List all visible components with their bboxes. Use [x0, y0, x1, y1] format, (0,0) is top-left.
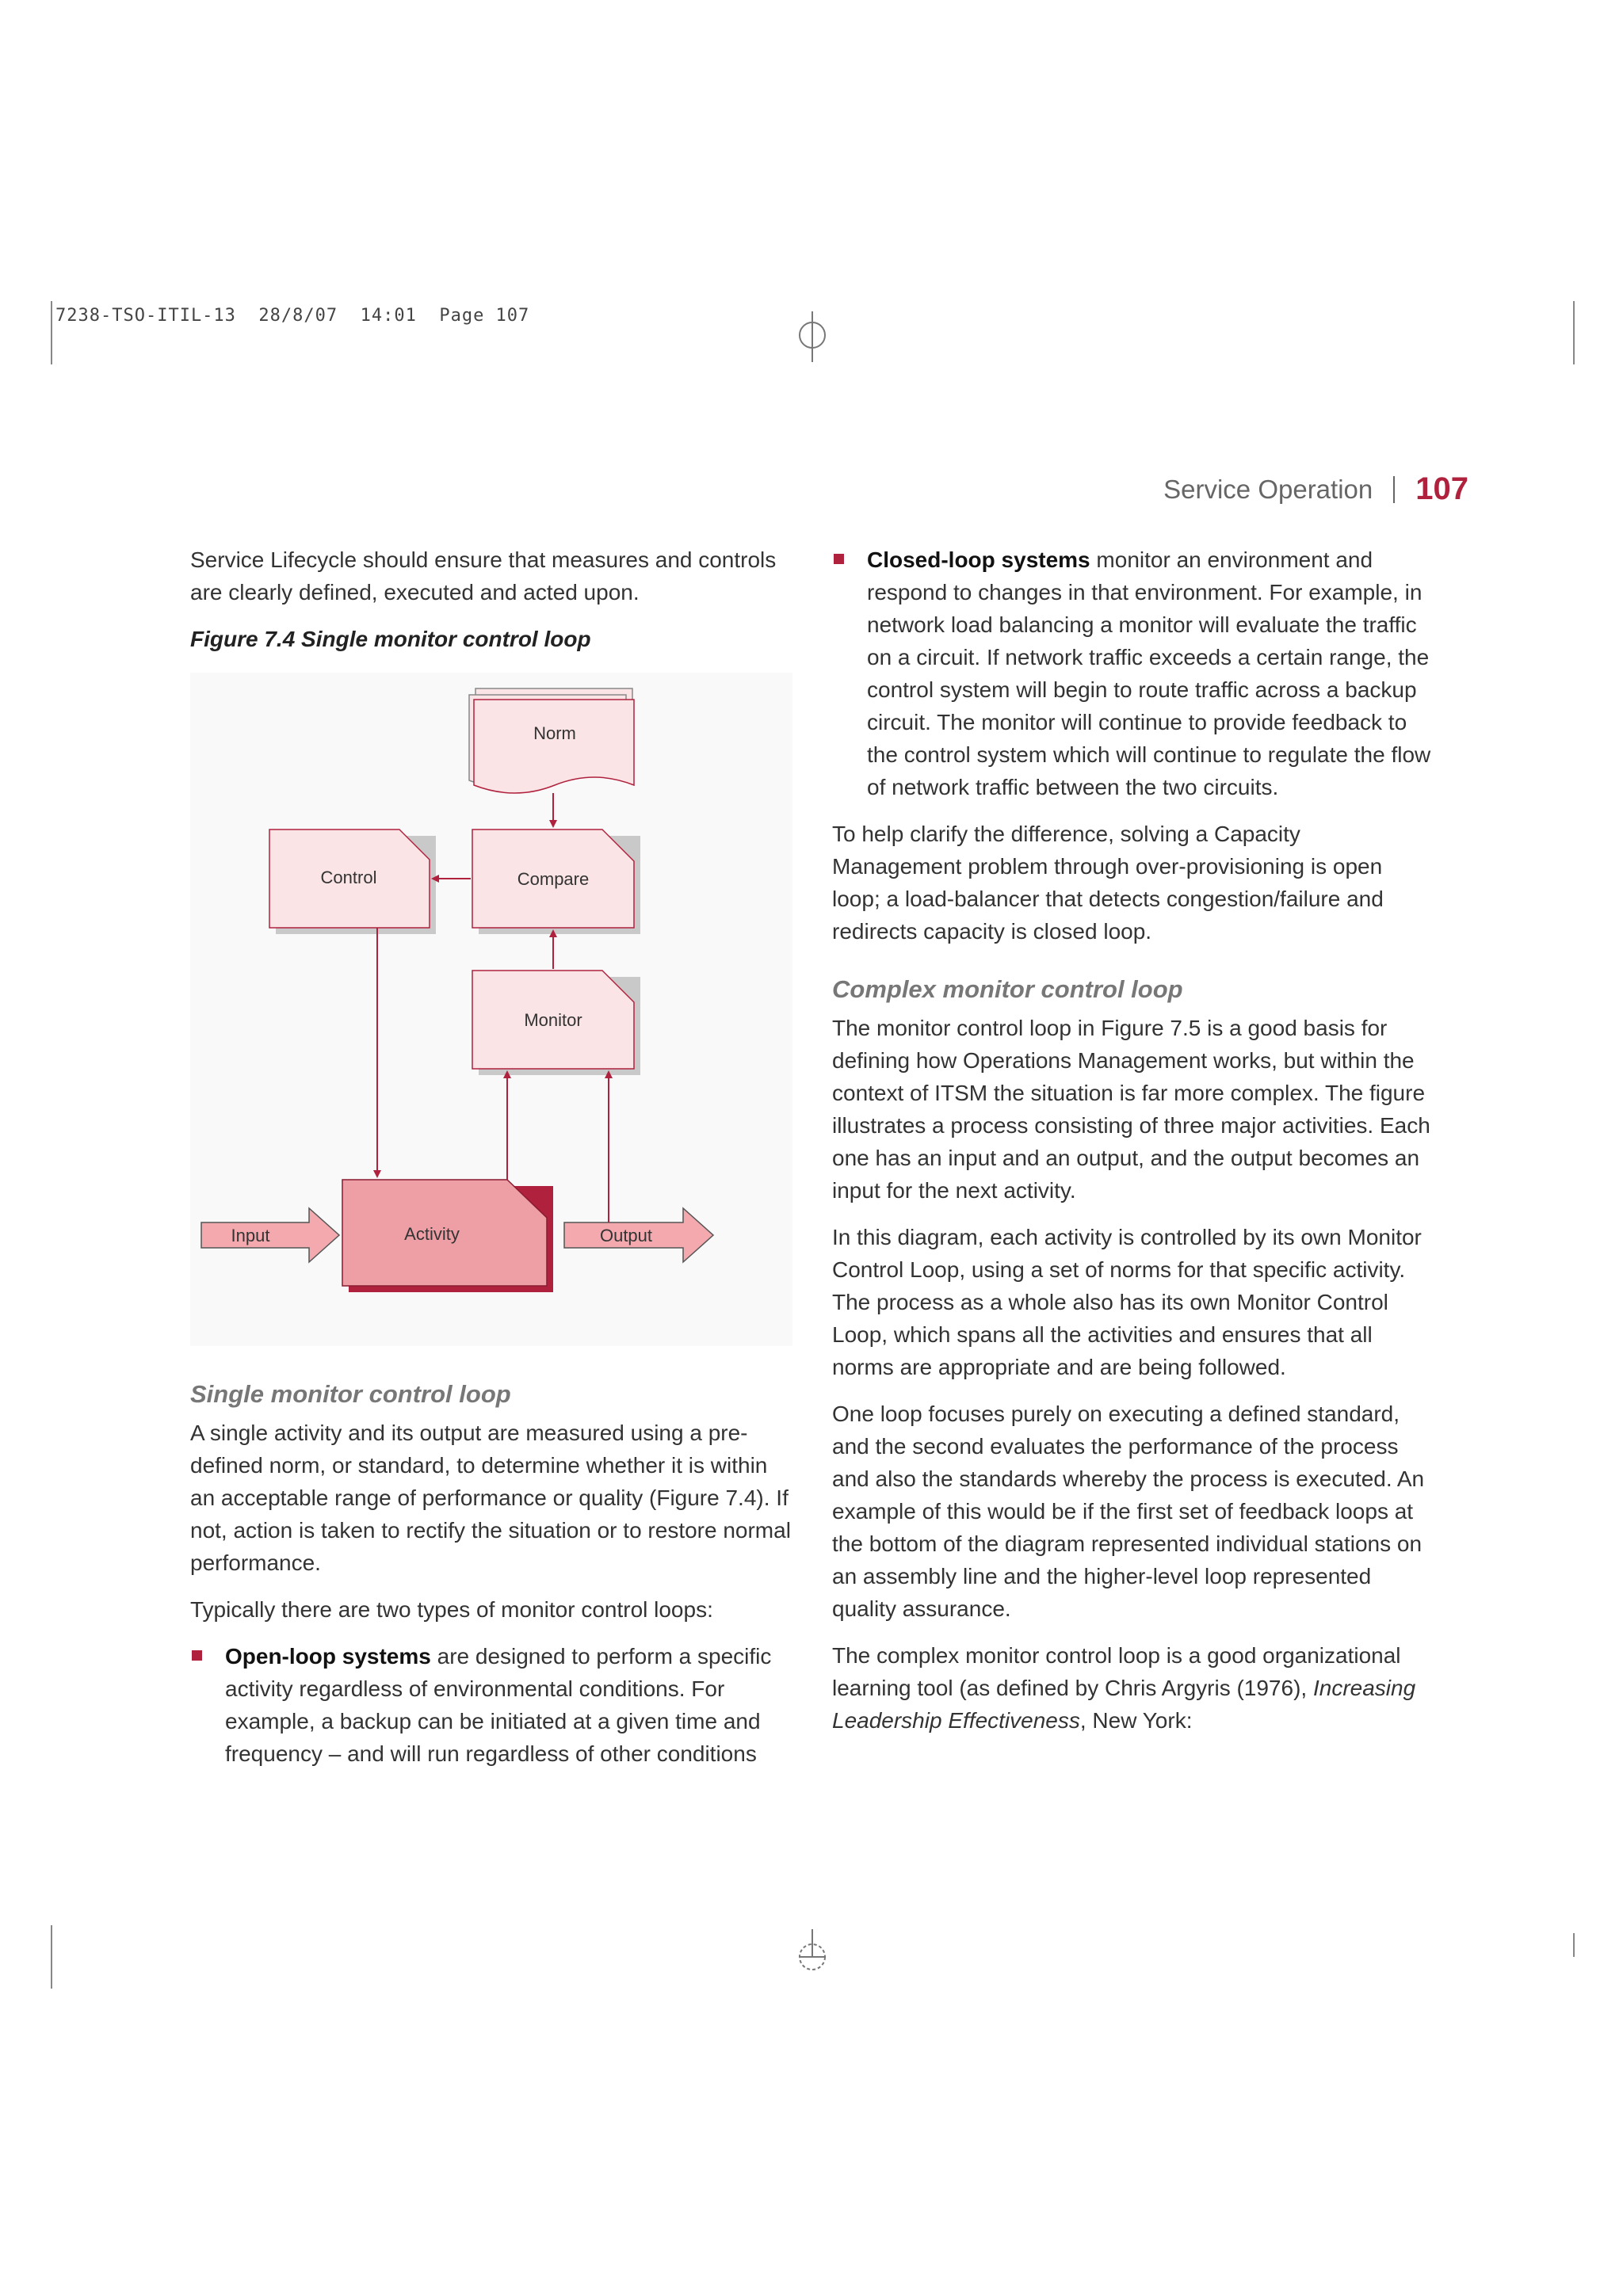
activity-label: Activity: [404, 1224, 460, 1244]
left-column: [190, 543, 792, 1784]
bullet-closed-loop: [832, 543, 1434, 803]
para4-text-after: , New York:: [1079, 1708, 1193, 1733]
print-slug: 7238-TSO-ITIL-13 28/8/07 14:01 Page 107: [55, 306, 530, 326]
figure-caption: Figure 7.4 Single monitor control loop: [190, 627, 591, 651]
norm-label: Norm: [533, 723, 576, 743]
control-loop-diagram: [190, 673, 792, 1346]
clarify-paragraph: To help clarify the difference, solving a Capacity Management problem through over-provisioning is open loop; a load-balancer that detects congestion/failure and redirects capacity is closed loop.: [832, 822, 1384, 944]
para4-text-before: The complex monitor control loop is a good organizational learning tool (as defined by Chris Argyris (1976),: [832, 1643, 1401, 1700]
input-arrow: [201, 1208, 339, 1262]
control-label: Control: [320, 868, 377, 887]
crop-mark-top-left: [51, 301, 52, 364]
open-loop-text: are designed to perform a specific activity regardless of environmental conditions. For example, a backup can be initiated at a given time and frequency – and will run regardless of other conditions: [225, 1644, 772, 1766]
compare-label: Compare: [517, 869, 590, 889]
output-arrow: [564, 1208, 713, 1262]
closed-loop-term: Closed-loop systems: [867, 547, 1090, 572]
right-column: [832, 543, 1434, 1751]
monitor-label: Monitor: [524, 1010, 582, 1030]
registration-mark-top: [792, 305, 832, 368]
intro-paragraph: Service Lifecycle should ensure that measures and controls are clearly defined, executed and acted upon.: [190, 547, 777, 605]
running-head: [1163, 471, 1468, 507]
compare-box: [472, 830, 640, 934]
page-number: 107: [1415, 471, 1468, 506]
heading-single-monitor-control-loop: Single monitor control loop: [190, 1380, 511, 1408]
complex-loop-paragraph-2: In this diagram, each activity is controlled by its own Monitor Control Loop, using a set of norms for that specific activity. The process as a whole also has its own Monitor Control Loop, which spans all the activities and ensures that all norms are appropriate and are being followed.: [832, 1225, 1422, 1379]
control-box: [269, 830, 436, 934]
bullet-square-icon: [192, 1650, 202, 1661]
open-loop-term: Open-loop systems: [225, 1644, 431, 1669]
loop-types-paragraph: Typically there are two types of monitor control loops:: [190, 1597, 713, 1622]
output-label: Output: [599, 1226, 653, 1245]
running-head-divider: [1393, 476, 1395, 503]
crop-mark-bottom-left: [51, 1925, 52, 1989]
crop-mark-top-right: [1573, 301, 1575, 364]
running-head-section: Service Operation: [1163, 474, 1373, 504]
activity-box: [342, 1180, 553, 1292]
crop-mark-bottom-right: [1573, 1933, 1575, 1957]
registration-mark-bottom: [792, 1925, 832, 1981]
monitor-box: [472, 971, 640, 1075]
norm-box: [469, 688, 634, 793]
bullet-open-loop: [190, 1640, 792, 1770]
complex-loop-paragraph-1: The monitor control loop in Figure 7.5 is a good basis for defining how Operations Management works, but within the context of ITSM the situation is far more complex. The figure illustrates a process consisting of three major activities. Each one has an input and an output, and the output becomes an input for the next activity.: [832, 1016, 1430, 1203]
single-loop-paragraph: A single activity and its output are measured using a pre-defined norm, or standard, to determine whether it is within an acceptable range of performance or quality (Figure 7.4). If not, action is taken to rectify the situation or to restore normal performance.: [190, 1421, 791, 1575]
complex-loop-paragraph-4: [832, 1639, 1434, 1737]
book-title: Increasing Leadership Effectiveness: [832, 1676, 1416, 1733]
complex-loop-paragraph-3: One loop focuses purely on executing a defined standard, and the second evaluates the performance of the process and also the standards whereby the process is executed. An example of this would be if the first set of feedback loops at the bottom of the diagram represented individual stations on an assembly line and the higher-level loop represented quality assurance.: [832, 1402, 1425, 1621]
bullet-square-icon: [834, 554, 844, 564]
figure-single-monitor-control-loop: [190, 673, 792, 1346]
heading-complex-monitor-control-loop: Complex monitor control loop: [832, 975, 1183, 1003]
closed-loop-text: monitor an environment and respond to changes in that environment. For example, in network load balancing a monitor will evaluate the traffic on a circuit. If network traffic exceeds a certain range, the control system will begin to route traffic across a backup circuit. The monitor will continue to provide feedback to the control system which will continue to regulate the flow of network traffic between the two circuits.: [867, 547, 1431, 799]
input-label: Input: [231, 1226, 270, 1245]
